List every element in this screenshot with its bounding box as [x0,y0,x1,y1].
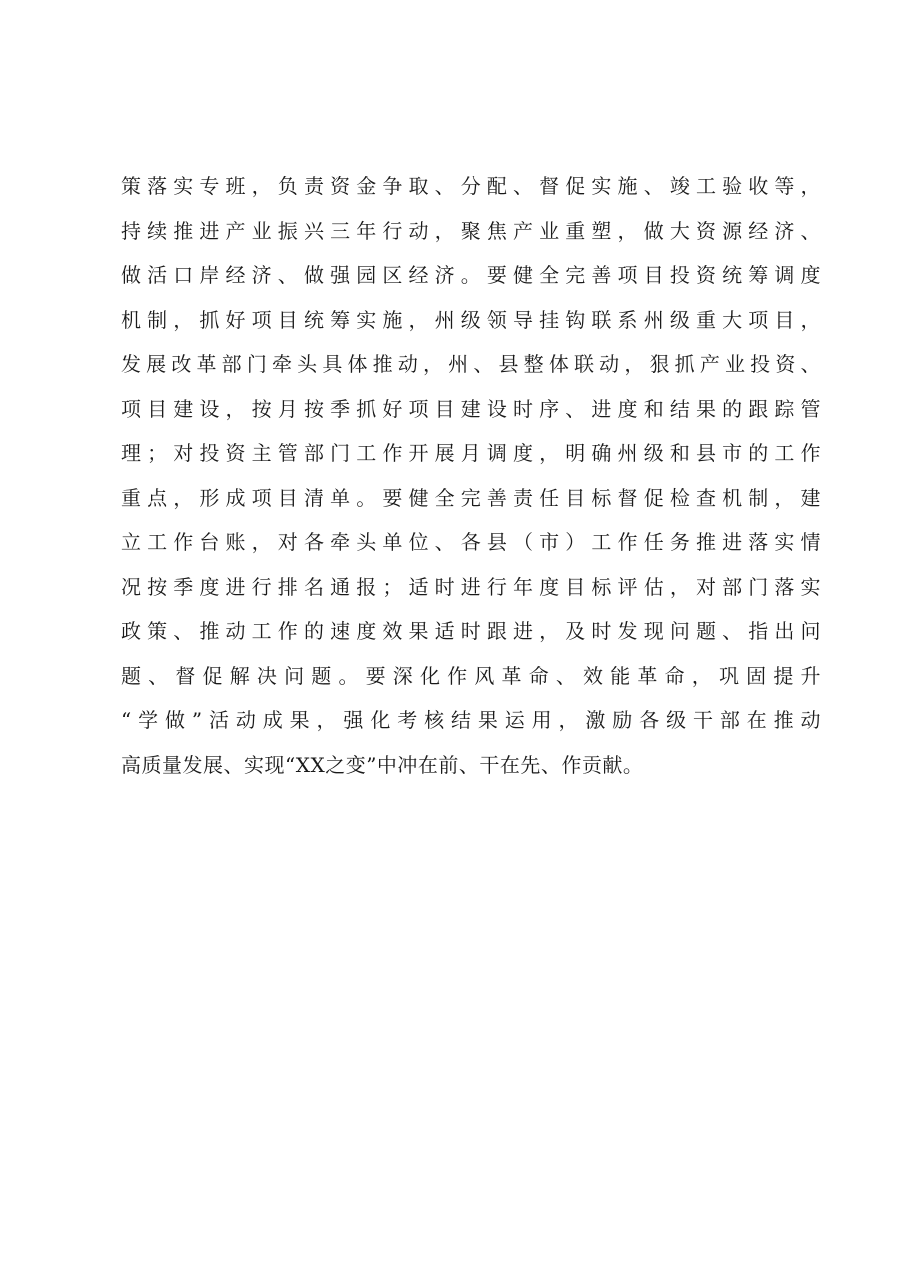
text-line-3: 做活口岸经济、做强园区经济。要健全完善项目投资统筹调度 [121,263,821,287]
text-line-5: 发展改革部门牵头具体推动，州、县整体联动，狠抓产业投资、 [121,352,821,376]
text-line-12: 题、督促解决问题。要深化作风革命、效能革命，巩固提升 [121,663,821,688]
text-line-1: 策落实专班，负责资金争取、分配、督促实施、竣工验收等， [121,174,821,198]
text-line-14: 高质量发展、实现“XX之变”中冲在前、干在先、作贡献。 [121,752,644,777]
text-line-4: 机制，抓好项目统筹实施，州级领导挂钩联系州级重大项目， [121,307,821,332]
text-line-11: 政策、推动工作的速度效果适时跟进，及时发现问题、指出问 [121,619,821,643]
text-line-13: “学做”活动成果，强化考核结果运用，激励各级干部在推动 [121,708,821,732]
text-line-6: 项目建设，按月按季抓好项目建设时序、进度和结果的跟踪管 [121,396,821,421]
text-line-9: 立工作台账，对各牵头单位、各县（市）工作任务推进落实情 [121,530,821,554]
text-line-10: 况按季度进行排名通报；适时进行年度目标评估，对部门落实 [121,574,821,599]
body-paragraph [121,164,821,787]
text-line-2: 持续推进产业振兴三年行动，聚焦产业重塑，做大资源经济、 [121,218,821,243]
text-line-8: 重点，形成项目清单。要健全完善责任目标督促检查机制，建 [121,485,821,510]
text-line-7: 理；对投资主管部门工作开展月调度，明确州级和县市的工作 [121,441,821,465]
